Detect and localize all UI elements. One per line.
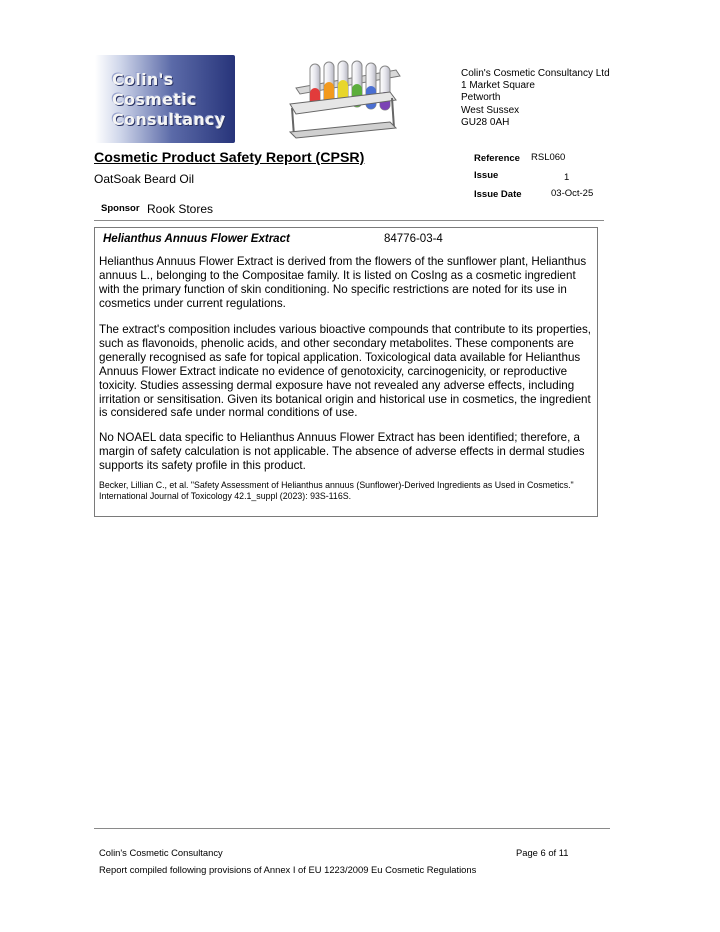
logo-line-3: Consultancy [112,110,226,129]
logo-line-1: Colin's [112,70,174,89]
test-tube-rack-icon [286,58,406,140]
header-divider [94,220,604,221]
address-line: 1 Market Square [461,80,535,92]
logo-line-2: Cosmetic [112,90,197,109]
ingredient-paragraph: Helianthus Annuus Flower Extract is derived from the flowers of the sunflower plant, Helianthus annuus L., belonging to the Compositae family. It is listed on CosIng as a cosmetic ingredient with the primary function of skin conditioning. No specific restrictions are noted for its use in cosmetics under current regulations. [99,255,587,310]
issue-date-label: Issue Date [474,189,522,200]
reference-value: RSL060 [531,152,566,163]
sponsor-label: Sponsor [101,203,140,214]
address-line: Colin's Cosmetic Consultancy Ltd [461,68,610,79]
sponsor-value: Rook Stores [147,202,214,216]
ingredient-reference: Becker, Lillian C., et al. "Safety Assessment of Helianthus annuus (Sunflower)-Derived Ingredients as Used in Cosmetics." International Journal of Toxicology 42.1_suppl (2023): 93S-116S. [99,480,574,502]
address-line: Petworth [461,92,501,104]
footer-divider [94,828,610,829]
footer-company: Colin's Cosmetic Consultancy [99,847,223,858]
page-number: Page 6 of 11 [516,847,569,858]
ingredient-name: Helianthus Annuus Flower Extract [103,233,290,245]
footer-regulation-note: Report compiled following provisions of Annex I of EU 1223/2009 Eu Cosmetic Regulations [99,864,477,875]
issue-label: Issue [474,170,499,181]
ingredient-paragraph: The extract's composition includes various bioactive compounds that contribute to its properties, such as flavonoids, phenolic acids, and other secondary metabolites. These components are generally recognised as safe for topical application. Toxicological data available for Helianthus Annuus Flower Extract indicate no evidence of genotoxicity, carcinogenicity, or reproductive toxicity. Studies assessing dermal exposure have not revealed any adverse effects, including irritation or sensitisation. Given its botanical origin and historical use in cosmetics, the ingredient is considered safe under normal conditions of use. [99,323,591,420]
issue-value: 1 [564,172,570,183]
reference-label: Reference [474,153,520,164]
address-line: GU28 0AH [461,116,510,128]
ingredient-cas-number: 84776-03-4 [384,233,443,245]
ingredient-paragraph: No NOAEL data specific to Helianthus Annuus Flower Extract has been identified; therefore, a margin of safety calculation is not applicable. The absence of adverse effects in dermal studies supports its safety profile in this product. [99,431,585,472]
logo-text [112,70,226,130]
report-title: Cosmetic Product Safety Report (CPSR) [94,150,365,166]
address-line: West Sussex [461,104,520,116]
company-address [461,68,610,129]
issue-date-value: 03-Oct-25 [551,188,594,199]
product-name: OatSoak Beard Oil [94,172,195,186]
